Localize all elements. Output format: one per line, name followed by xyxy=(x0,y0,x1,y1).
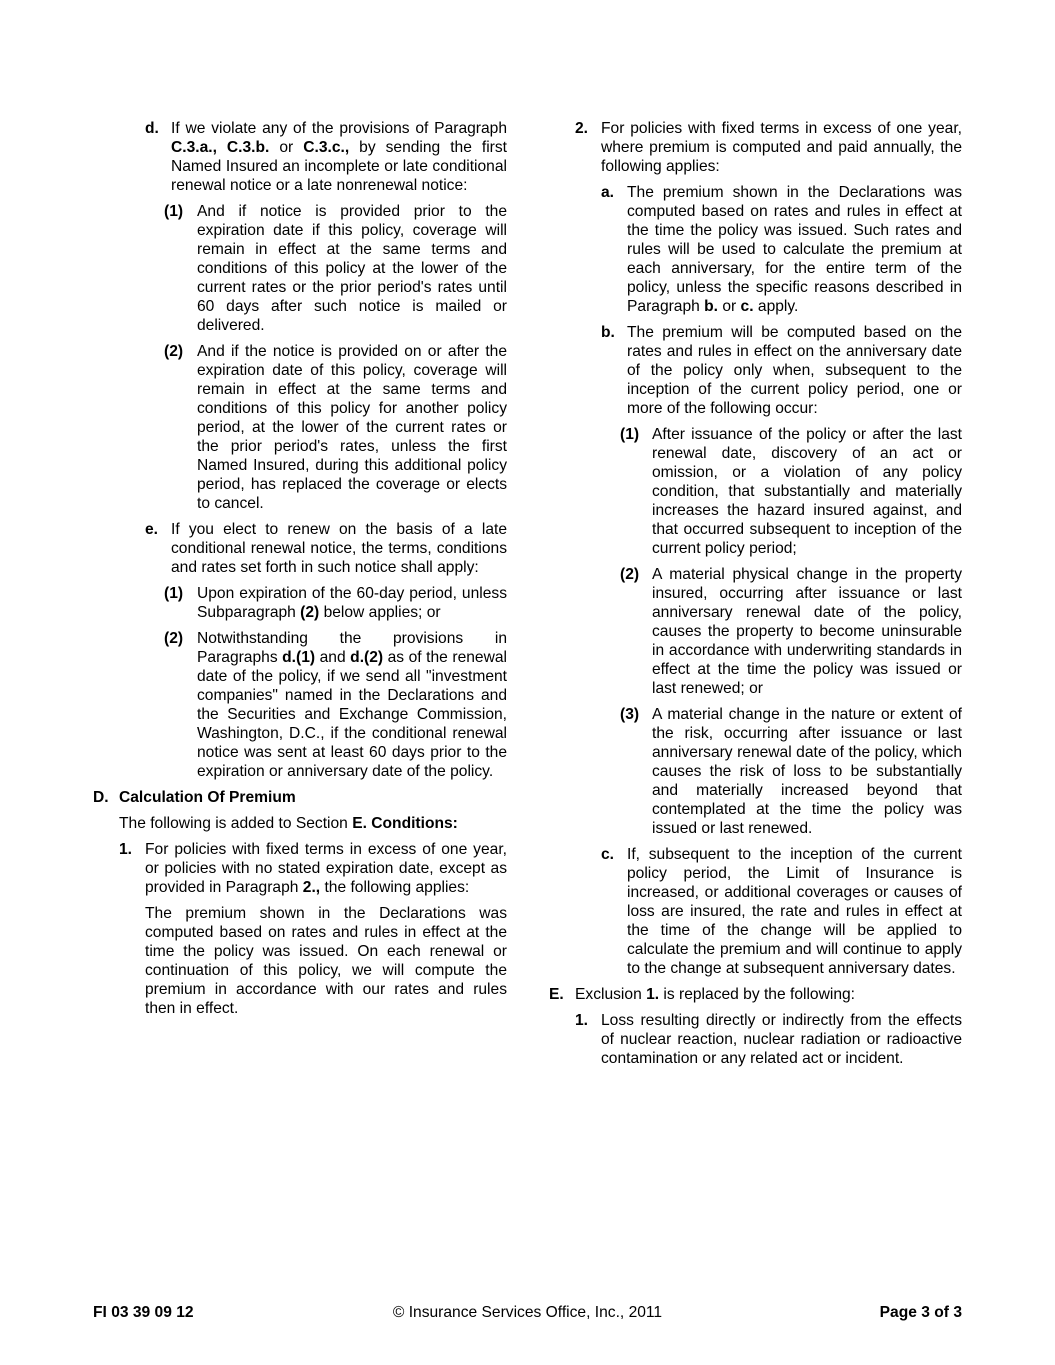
item-label: c. xyxy=(601,846,615,863)
item-label: 1. xyxy=(575,1012,589,1029)
item-text: And if the notice is provided on or after the expiration date of this policy, coverage will remain in effect at the same terms and conditions of this policy for another policy period, at the lower of the current rates or the prior period's rates, unless the first Named Insured, during this additional policy period, has replaced the coverage or elects to cancel. xyxy=(197,343,507,512)
intro-text: The following is added to Section E. Conditions: xyxy=(119,815,458,832)
item-text: Loss resulting directly or indirectly from the effects of nuclear reaction, nuclear radiation or radioactive contamination or any related act or incident. xyxy=(601,1012,962,1067)
item-text: If, subsequent to the inception of the current policy period, the Limit of Insurance is increased, or additional coverages or causes of loss are insured, the rate and rules in effect at the time of the change will be applied to calculate the premium and will continue to apply to the change at subsequent anniversary dates. xyxy=(627,846,962,977)
page-number: Page 3 of 3 xyxy=(879,1304,962,1321)
provision-e-1 xyxy=(164,584,507,622)
bold-reference: 1. xyxy=(646,986,660,1003)
form-number: FI 03 39 09 12 xyxy=(93,1304,194,1321)
provision-d xyxy=(145,119,507,195)
section-e xyxy=(549,985,962,1004)
item-text: Notwithstanding the provisions in Paragraphs d.(1) and d.(2) as of the renewal date of the policy, if we send all "investment companies" named in the Declarations and the Securities and Exchange Commission, Washington, D.C., if the conditional renewal notice was sent at least 60 days prior to the expiration or anniversary date of the policy. xyxy=(197,630,507,780)
provision-e xyxy=(145,520,507,577)
item-label: (2) xyxy=(620,566,640,583)
item-text: If we violate any of the provisions of Paragraph C.3.a., C.3.b. or C.3.c., by sending the first Named Insured an incomplete or late conditional renewal notice or a late nonrenewal notice: xyxy=(171,120,507,194)
item-label: (2) xyxy=(164,343,184,360)
provision-e-numbered-1 xyxy=(575,1011,962,1068)
provision-2-a xyxy=(601,183,962,316)
copyright-notice: © Insurance Services Office, Inc., 2011 xyxy=(392,1304,663,1321)
item-text: Upon expiration of the 60-day period, unless Subparagraph (2) below applies; or xyxy=(197,585,507,621)
provision-d-1-paragraph xyxy=(145,904,507,1018)
item-label: (3) xyxy=(620,706,640,723)
item-text: For policies with fixed terms in excess of one year, where premium is computed and paid annually, the following applies: xyxy=(601,120,962,175)
item-text: The premium will be computed based on the rates and rules in effect on the anniversary date of the policy only when, subsequent to the inception of the current policy period, one or more of the following occur: xyxy=(627,324,962,417)
item-text: The premium shown in the Declarations was computed based on rates and rules in effect at the time the policy was issued. Such rates and rules will be used to calculate the premium at each anniversary, for the entire term of the policy, unless the specific reasons described in Paragraph b. or c. apply. xyxy=(627,184,962,315)
page-footer xyxy=(93,1304,962,1324)
provision-2-b-2 xyxy=(620,565,962,698)
bold-reference: E. Conditions: xyxy=(352,815,458,832)
left-column xyxy=(93,119,507,1025)
item-label: (1) xyxy=(620,426,640,443)
bold-reference: C.3.c., xyxy=(303,139,350,156)
bold-reference: b. xyxy=(704,298,719,315)
provision-2-b-1 xyxy=(620,425,962,558)
item-label: b. xyxy=(601,324,615,341)
bold-reference: d.(1) xyxy=(282,649,316,666)
item-label: 2. xyxy=(575,120,589,137)
section-label: D. xyxy=(93,789,109,806)
item-text: For policies with fixed terms in excess of one year, or policies with no stated expiration date, except as provided in Paragraph 2., the following applies: xyxy=(145,841,507,896)
section-d-intro xyxy=(119,814,507,833)
bold-reference: (2) xyxy=(300,604,320,621)
section-text: Exclusion 1. is replaced by the following: xyxy=(575,986,855,1003)
provision-2-c xyxy=(601,845,962,978)
item-text: A material change in the nature or extent of the risk, occurring after issuance or last anniversary renewal date of the policy, which causes the risk of loss to be substantially and materially increased beyond that contemplated at the time the policy was issued or last renewed. xyxy=(652,706,962,837)
provision-e-2 xyxy=(164,629,507,781)
section-d-heading xyxy=(93,788,507,807)
item-label: 1. xyxy=(119,841,133,858)
item-label: (2) xyxy=(164,630,184,647)
provision-2 xyxy=(575,119,962,176)
item-label: e. xyxy=(145,521,159,538)
section-title: Calculation Of Premium xyxy=(119,789,296,806)
item-text: After issuance of the policy or after the last renewal date, discovery of an act or omission, or a violation of any policy condition, that substantially and materially increases the hazard insured against, and that occurred subsequent to inception of the current policy period; xyxy=(652,426,962,557)
section-label: E. xyxy=(549,986,564,1003)
provision-d-numbered-1 xyxy=(119,840,507,897)
item-label: d. xyxy=(145,120,159,137)
item-label: (1) xyxy=(164,585,184,602)
item-text: And if notice is provided prior to the expiration date if this policy, coverage will remain in effect at the same terms and conditions of this policy at the lower of the current rates or the prior period's rates until 60 days after such notice is mailed or delivered. xyxy=(197,203,507,334)
right-column xyxy=(549,119,962,1075)
provision-2-b xyxy=(601,323,962,418)
item-text: A material physical change in the property insured, occurring after issuance or last anniversary renewal date of the policy, causes the property to become uninsurable in accordance with underwriting standards in effect at the time the policy was issued or last renewed; or xyxy=(652,566,962,697)
bold-reference: d.(2) xyxy=(350,649,384,666)
bold-reference: C.3.a., C.3.b. xyxy=(171,139,270,156)
provision-d-1 xyxy=(164,202,507,335)
item-label: (1) xyxy=(164,203,184,220)
bold-reference: 2., xyxy=(302,879,321,896)
paragraph-text: The premium shown in the Declarations was computed based on rates and rules in effect at the time the policy was issued. On each renewal or continuation of this policy, we will compute the premium in accordance with our rates and rules then in effect. xyxy=(145,905,507,1017)
provision-2-b-3 xyxy=(620,705,962,838)
provision-d-2 xyxy=(164,342,507,513)
item-label: a. xyxy=(601,184,615,201)
bold-reference: c. xyxy=(740,298,754,315)
item-text: If you elect to renew on the basis of a late conditional renewal notice, the terms, conditions and rates set forth in such notice shall apply: xyxy=(171,521,507,576)
